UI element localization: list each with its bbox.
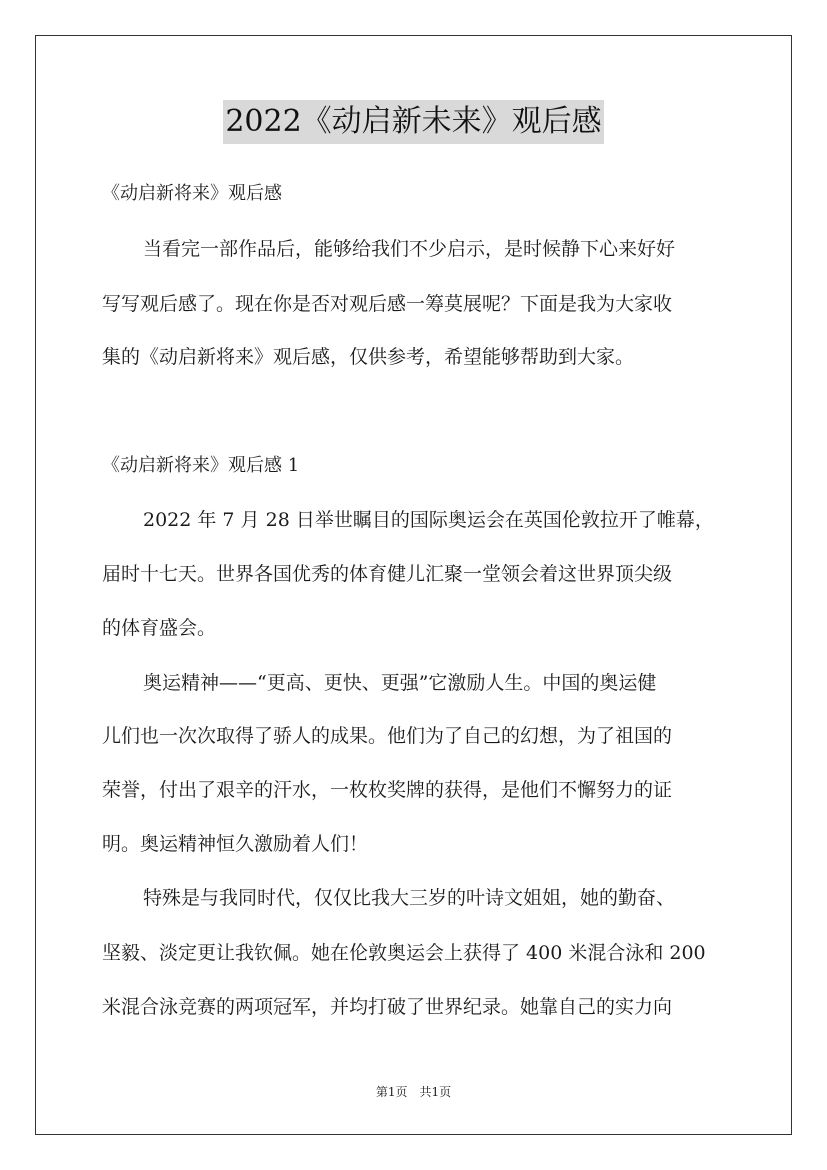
document-subtitle: 《动启新将来》观后感 (102, 183, 282, 204)
paragraph-line: 奥运精神——“更高、更快、更强”它激励人生。中国的奥运健 (143, 672, 657, 694)
document-title: 2022《动启新未来》观后感 (223, 100, 603, 144)
paragraph-line: 届时十七天。世界各国优秀的体育健儿汇聚一堂领会着这世界顶尖级 (102, 563, 673, 585)
paragraph-line: 儿们也一次次取得了骄人的成果。他们为了自己的幻想，为了祖国的 (102, 725, 673, 747)
paragraph-line: 的体育盛会。 (102, 617, 217, 639)
section-heading: 《动启新将来》观后感 1 (102, 455, 300, 476)
paragraph-line: 明。奥运精神恒久激励着人们！ (102, 833, 369, 855)
paragraph-line: 米混合泳竞赛的两项冠军，并均打破了世界纪录。她靠自己的实力向 (102, 996, 673, 1018)
paragraph-line: 坚毅、淡定更让我钦佩。她在伦敦奥运会上获得了 400 米混合泳和 200 (102, 942, 706, 964)
page-footer: 第1页 共1页 (375, 1085, 452, 1099)
intro-line: 写写观后感了。现在你是否对观后感一筹莫展呢？下面是我为大家收 (102, 293, 673, 315)
paragraph-line: 2022 年 7 月 28 日举世瞩目的国际奥运会在英国伦敦拉开了帷幕， (143, 509, 714, 531)
paragraph-line: 荣誉，付出了艰辛的汗水，一枚枚奖牌的获得，是他们不懈努力的证 (102, 779, 673, 801)
intro-line: 集的《动启新将来》观后感，仅供参考，希望能够帮助到大家。 (102, 346, 635, 368)
paragraph-line: 特殊是与我同时代，仅仅比我大三岁的叶诗文姐姐，她的勤奋、 (143, 887, 676, 909)
intro-line: 当看完一部作品后，能够给我们不少启示，是时候静下心来好好 (143, 238, 676, 260)
title-wrap (0, 100, 827, 144)
